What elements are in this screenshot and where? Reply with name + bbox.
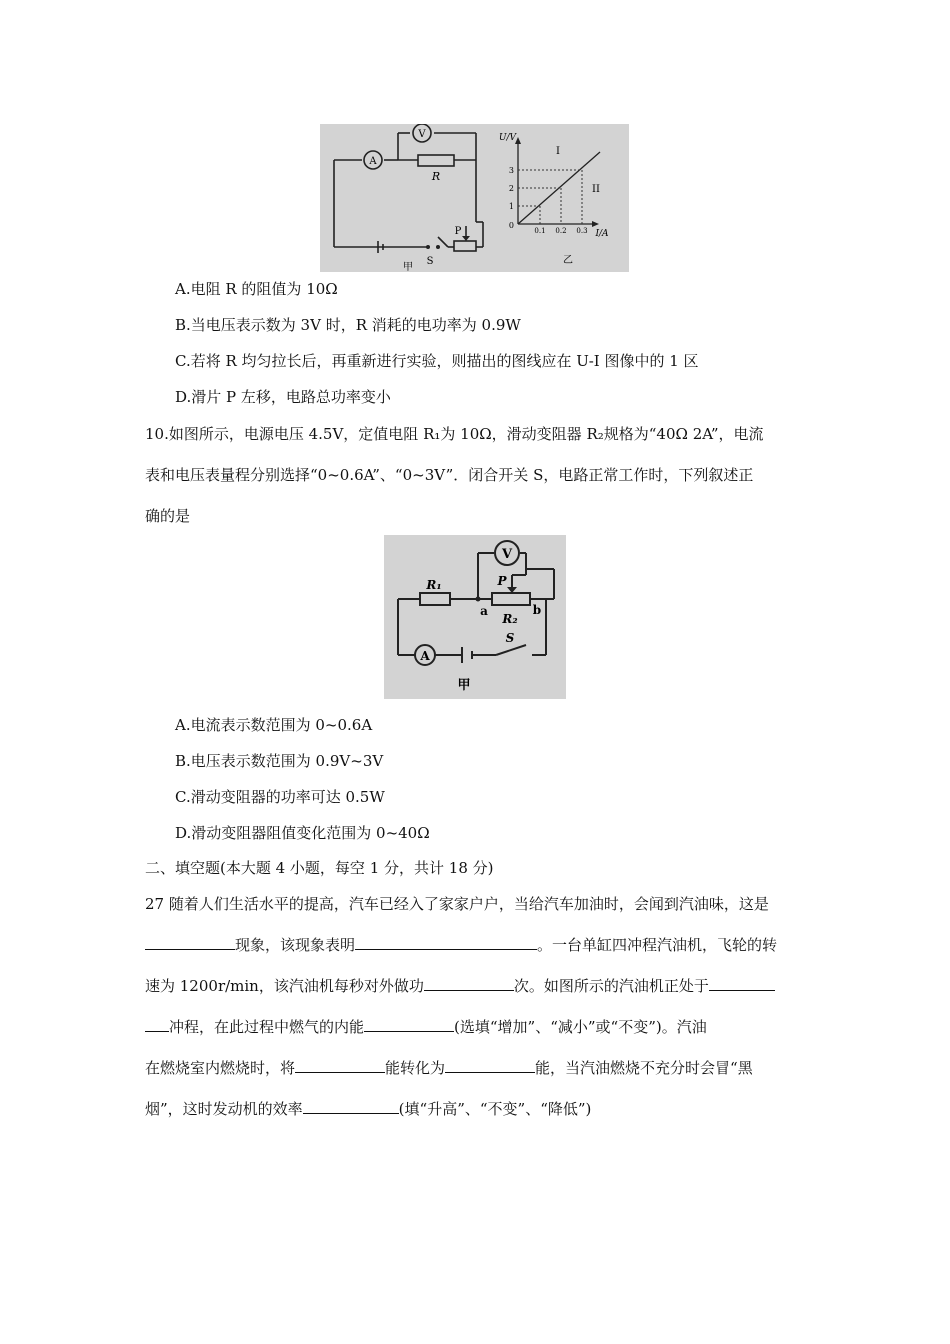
q10-option-d: D.滑动变阻器阻值变化范围为 0~40Ω (175, 824, 430, 842)
answer-blank[interactable] (145, 935, 235, 950)
switch-label: S (426, 256, 434, 267)
region-2-label: II (592, 184, 600, 195)
q10-stem-line1: 10.如图所示，电源电压 4.5V，定值电阻 R₁为 10Ω，滑动变阻器 R₂规格为“40Ω 2A”，电流 (145, 425, 764, 443)
slider-label: P (454, 226, 462, 237)
q27-line1: 27 随着人们生活水平的提高，汽车已经入了家家户户，当给汽车加油时，会闻到汽油味，这是 (145, 895, 769, 913)
q27-line3: 速为 1200r/min，该汽油机每秒对外做功 次。如图所示的汽油机正处于 (145, 975, 775, 996)
q9-option-b: B.当电压表示数为 3V 时，R 消耗的电功率为 0.9W (175, 316, 521, 334)
answer-blank[interactable] (709, 976, 775, 991)
series-circuit-svg (384, 535, 566, 699)
q27-line6: 烟”，这时发动机的效率 (填“升高”、“不变”、“降低”) (145, 1100, 592, 1118)
switch-label-2: S (505, 631, 515, 645)
a-label: a (480, 604, 488, 618)
answer-blank[interactable] (295, 1058, 385, 1073)
answer-blank[interactable] (424, 976, 514, 991)
figure-circuit-and-graph (320, 124, 629, 272)
answer-blank[interactable] (445, 1058, 535, 1073)
origin-label: 0 (508, 221, 514, 230)
answer-blank[interactable] (355, 935, 537, 950)
x-tick-0-3: 0.3 (576, 227, 588, 235)
y-tick-3: 3 (508, 166, 514, 175)
region-1-label: I (556, 146, 560, 157)
ammeter-label-2: A (420, 649, 430, 663)
section-2-heading: 二、填空题(本大题 4 小题，每空 1 分，共计 18 分) (145, 859, 494, 877)
q10-stem-line2: 表和电压表量程分别选择“0~0.6A”、“0~3V”．闭合开关 S，电路正常工作时，下列叙述正 (145, 466, 754, 484)
ammeter-label: A (369, 156, 377, 167)
q9-option-c: C.若将 R 均匀拉长后，再重新进行实验，则描出的图线应在 U-I 图像中的 1 区 (175, 352, 699, 370)
q9-option-a: A.电阻 R 的阻值为 10Ω (175, 280, 338, 298)
q10-stem-line3: 确的是 (145, 507, 191, 525)
r1-label: R₁ (426, 578, 442, 592)
figure-caption-yi: 乙 (563, 255, 573, 266)
answer-blank[interactable] (145, 1017, 169, 1032)
resistor-label: R (431, 170, 441, 183)
figure2-caption-jia: 甲 (457, 678, 471, 693)
y-axis-label: U/V (498, 133, 516, 143)
voltmeter-label-2: V (501, 547, 513, 562)
y-tick-2: 2 (508, 184, 514, 193)
x-axis-label: I/A (595, 229, 609, 239)
x-tick-0-2: 0.2 (555, 227, 567, 235)
voltmeter-label: V (418, 129, 426, 140)
q10-option-a: A.电流表示数范围为 0~0.6A (175, 716, 373, 734)
q27-line2: 现象，该现象表明 。一台单缸四冲程汽油机，飞轮的转 (145, 934, 777, 955)
circuit-graph-svg (320, 124, 629, 272)
q10-option-c: C.滑动变阻器的功率可达 0.5W (175, 788, 385, 806)
figure-series-circuit (384, 535, 566, 699)
y-tick-1: 1 (508, 202, 514, 211)
q27-line5: 在燃烧室内燃烧时，将 能转化为 能，当汽油燃烧不充分时会冒“黑 (145, 1059, 753, 1077)
q10-option-b: B.电压表示数范围为 0.9V~3V (175, 752, 384, 770)
q9-option-d: D.滑片 P 左移，电路总功率变小 (175, 388, 391, 406)
answer-blank[interactable] (303, 1099, 399, 1114)
p-label: P (497, 574, 507, 588)
answer-blank[interactable] (364, 1017, 454, 1032)
q27-line4: 冲程，在此过程中燃气的内能 (选填“增加”、“减小”或“不变”)。汽油 (145, 1016, 707, 1037)
r2-label: R₂ (502, 612, 518, 626)
figure-caption-jia: 甲 (403, 262, 413, 272)
b-label: b (532, 603, 542, 617)
x-tick-0-1: 0.1 (534, 227, 546, 235)
